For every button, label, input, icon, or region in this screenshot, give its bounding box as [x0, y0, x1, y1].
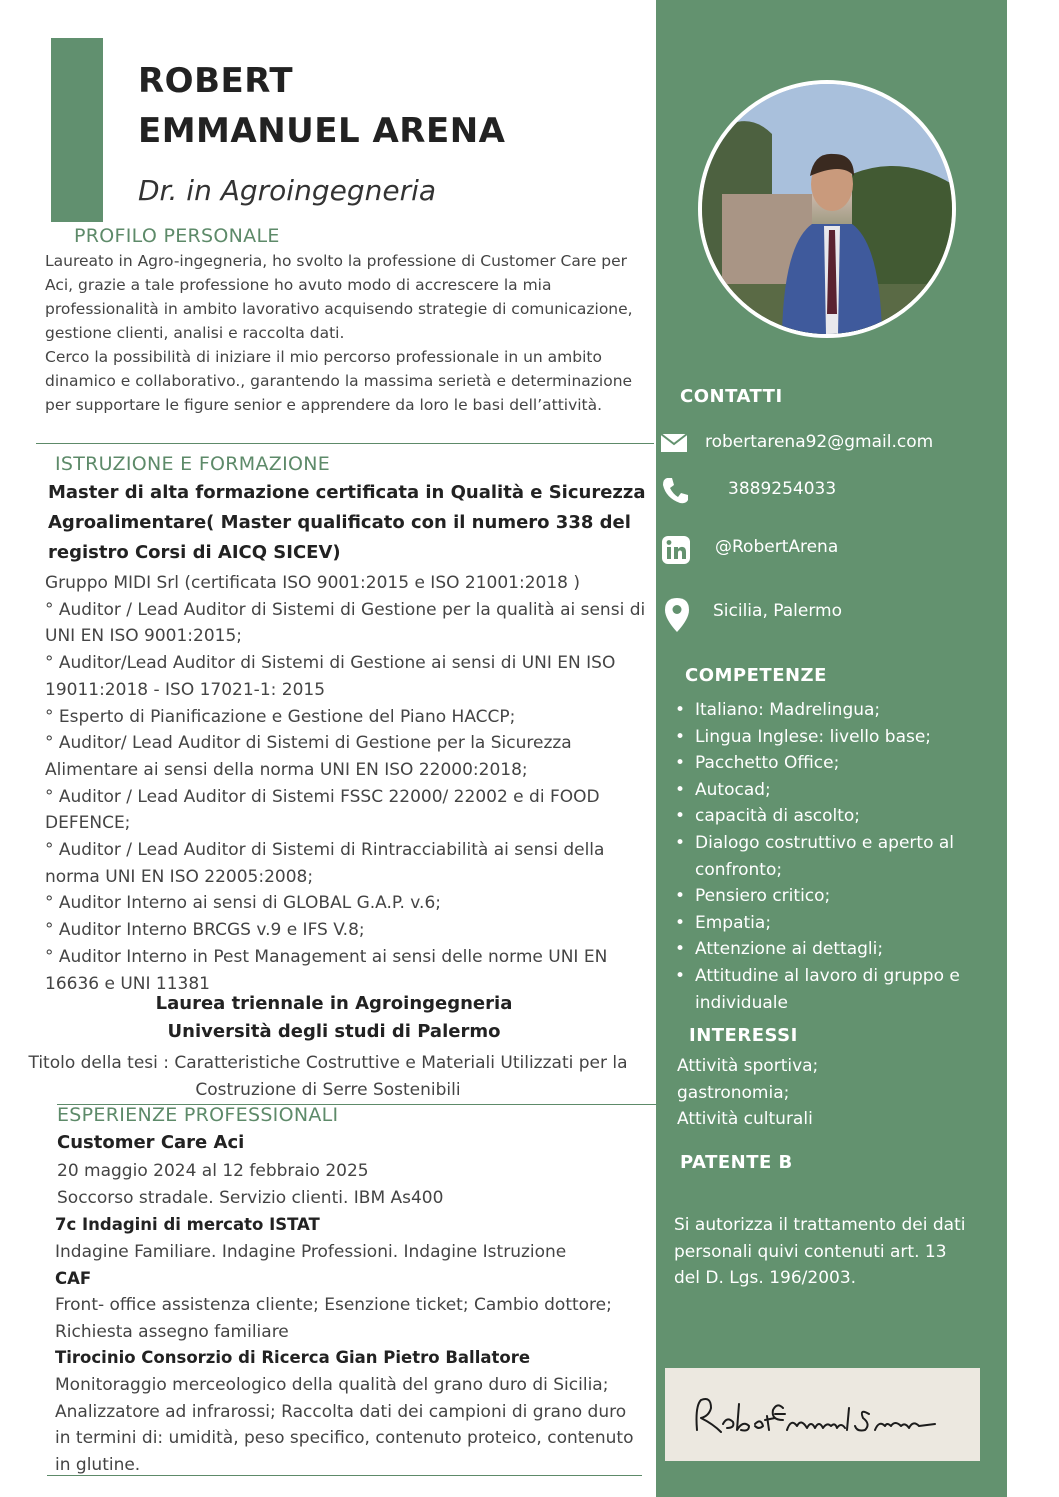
handwritten-signature-icon — [665, 1368, 980, 1461]
skill-item: • Pensiero critico; — [673, 883, 1003, 910]
signature-image — [665, 1368, 980, 1461]
skill-item: • Empatia; — [673, 910, 1003, 937]
skill-item: • Italiano: Madrelingua; — [673, 697, 1003, 724]
education-item: ° Auditor Interno BRCGS v.9 e IFS V.8; — [45, 920, 365, 941]
job-description: Monitoraggio merceologico della qualità del grano duro di Sicilia; Analizzatore ad infrarossi; Raccolta dati dei campioni di grano duro in termini di: umidità, peso specifico, contenuto proteico, contenuto in glutine. — [55, 1375, 634, 1475]
job-description: Front- office assistenza cliente; Esenzione ticket; Cambio dottore; Richiesta assegno familiare — [55, 1295, 612, 1342]
education-item: ° Auditor Interno ai sensi di GLOBAL G.A.P. v.6; — [45, 893, 441, 914]
skill-item: • capacità di ascolto; — [673, 803, 1003, 830]
profile-text — [45, 249, 657, 417]
section-divider — [47, 1475, 642, 1476]
contact-phone[interactable]: 3889254033 — [728, 479, 837, 499]
accent-bar — [51, 38, 103, 222]
job-title: 7c Indagini di mercato ISTAT — [55, 1215, 320, 1234]
thesis-title — [0, 1050, 656, 1104]
person-name — [138, 56, 506, 156]
education-item: ° Auditor Interno in Pest Management ai sensi delle norme UNI EN 16636 e UNI 11381 — [45, 946, 608, 994]
contact-linkedin[interactable]: @RobertArena — [715, 537, 839, 557]
job-title: Customer Care Aci — [57, 1132, 245, 1153]
linkedin-icon — [661, 535, 691, 569]
thesis-line: Costruzione di Serre Sostenibili — [195, 1080, 461, 1100]
education-title: ISTRUZIONE E FORMAZIONE — [55, 453, 331, 475]
skill-item: • Attenzione ai dettagli; — [673, 936, 1003, 963]
master-title: Master di alta formazione certificata in Qualità e Sicurezza Agroalimentare( Master qualificato con il numero 338 del registro Corsi di AICQ SICEV) — [48, 482, 646, 563]
education-item: ° Auditor / Lead Auditor di Sistemi FSSC 22000/ 22002 e di FOOD DEFENCE; — [45, 786, 600, 834]
skill-item: • Attitudine al lavoro di gruppo e individuale — [673, 963, 1003, 1016]
section-divider — [36, 443, 654, 444]
map-pin-icon — [664, 597, 690, 637]
skill-item: • Lingua Inglese: livello base; — [673, 724, 1003, 751]
experience-title: ESPERIENZE PROFESSIONALI — [57, 1104, 339, 1126]
skills-title: COMPETENZE — [685, 665, 827, 686]
education-item: ° Auditor / Lead Auditor di Sistemi di Gestione per la qualità ai sensi di UNI EN ISO 9001:2015; — [45, 599, 646, 647]
job-title: Tirocinio Consorzio di Ricerca Gian Pietro Ballatore — [55, 1348, 531, 1367]
thesis-line: Titolo della tesi : Caratteristiche Costruttive e Materiali Utilizzati per la — [28, 1053, 628, 1073]
interest-item: Attività culturali — [677, 1109, 813, 1129]
education-item: ° Auditor / Lead Auditor di Sistemi di Rintracciabilità ai sensi della norma UNI EN ISO 22005:2008; — [45, 840, 605, 887]
job-title: CAF — [55, 1269, 92, 1288]
education-item: Gruppo MIDI Srl (certificata ISO 9001:2015 e ISO 21001:2018 ) — [45, 573, 581, 593]
degree-title: Laurea triennale in Agroingegneria — [155, 993, 513, 1014]
interest-item: Attività sportiva; — [677, 1056, 819, 1076]
contact-email[interactable]: robertarena92@gmail.com — [705, 432, 934, 452]
profile-paragraph: Cerco la possibilità di iniziare il mio percorso professionale in un ambito dinamico e collaborativo., garantendo la massima serietà e determinazione per supportare le figure senior e apprendere da loro le basi dell’attività. — [45, 348, 633, 414]
interests-title: INTERESSI — [689, 1025, 798, 1046]
name-last: EMMANUEL ARENA — [138, 111, 506, 151]
profile-photo — [698, 80, 956, 338]
name-first: ROBERT — [138, 61, 294, 101]
person-portrait-icon — [702, 84, 952, 334]
education-item: ° Esperto di Pianificazione e Gestione del Piano HACCP; — [45, 706, 516, 727]
job-description: Indagine Familiare. Indagine Professioni. Indagine Istruzione — [55, 1242, 567, 1262]
job-description: 20 maggio 2024 al 12 febbraio 2025 Soccorso stradale. Servizio clienti. IBM As400 — [57, 1161, 444, 1208]
profile-title: PROFILO PERSONALE — [74, 225, 280, 247]
envelope-icon — [660, 432, 688, 458]
privacy-consent: Si autorizza il trattamento dei dati personali quivi contenuti art. 13 del D. Lgs. 196/2003. — [674, 1215, 966, 1288]
education-list — [45, 570, 655, 997]
interest-item: gastronomia; — [677, 1082, 790, 1103]
education-item: ° Auditor/Lead Auditor di Sistemi di Gestione ai sensi di UNI EN ISO 19011:2018 - ISO 17021-1: 2015 — [45, 653, 616, 700]
degree-subtitle: Dr. in Agroingegneria — [138, 174, 437, 207]
skill-item: • Dialogo costruttivo e aperto al confronto; — [673, 830, 1003, 883]
skill-item: • Pacchetto Office; — [673, 750, 1003, 777]
phone-icon — [660, 476, 690, 510]
skills-list — [673, 697, 1003, 1016]
license-title: PATENTE B — [680, 1152, 793, 1173]
contact-location: Sicilia, Palermo — [713, 601, 842, 621]
degree-university: Università degli studi di Palermo — [167, 1021, 501, 1042]
profile-paragraph: Laureato in Agro-ingegneria, ho svolto la professione di Customer Care per Aci, grazie a tale professione ho avuto modo di accrescere la mia professionalità in ambito lavorativo acquisendo strategie di comunicazione, gestione clienti, analisi e raccolta dati. — [45, 252, 633, 342]
contacts-title: CONTATTI — [680, 386, 783, 407]
interests-list — [677, 1053, 818, 1133]
education-item: ° Auditor/ Lead Auditor di Sistemi di Gestione per la Sicurezza Alimentare ai sensi della norma UNI EN ISO 22000:2018; — [45, 733, 572, 780]
skill-item: • Autocad; — [673, 777, 1003, 804]
